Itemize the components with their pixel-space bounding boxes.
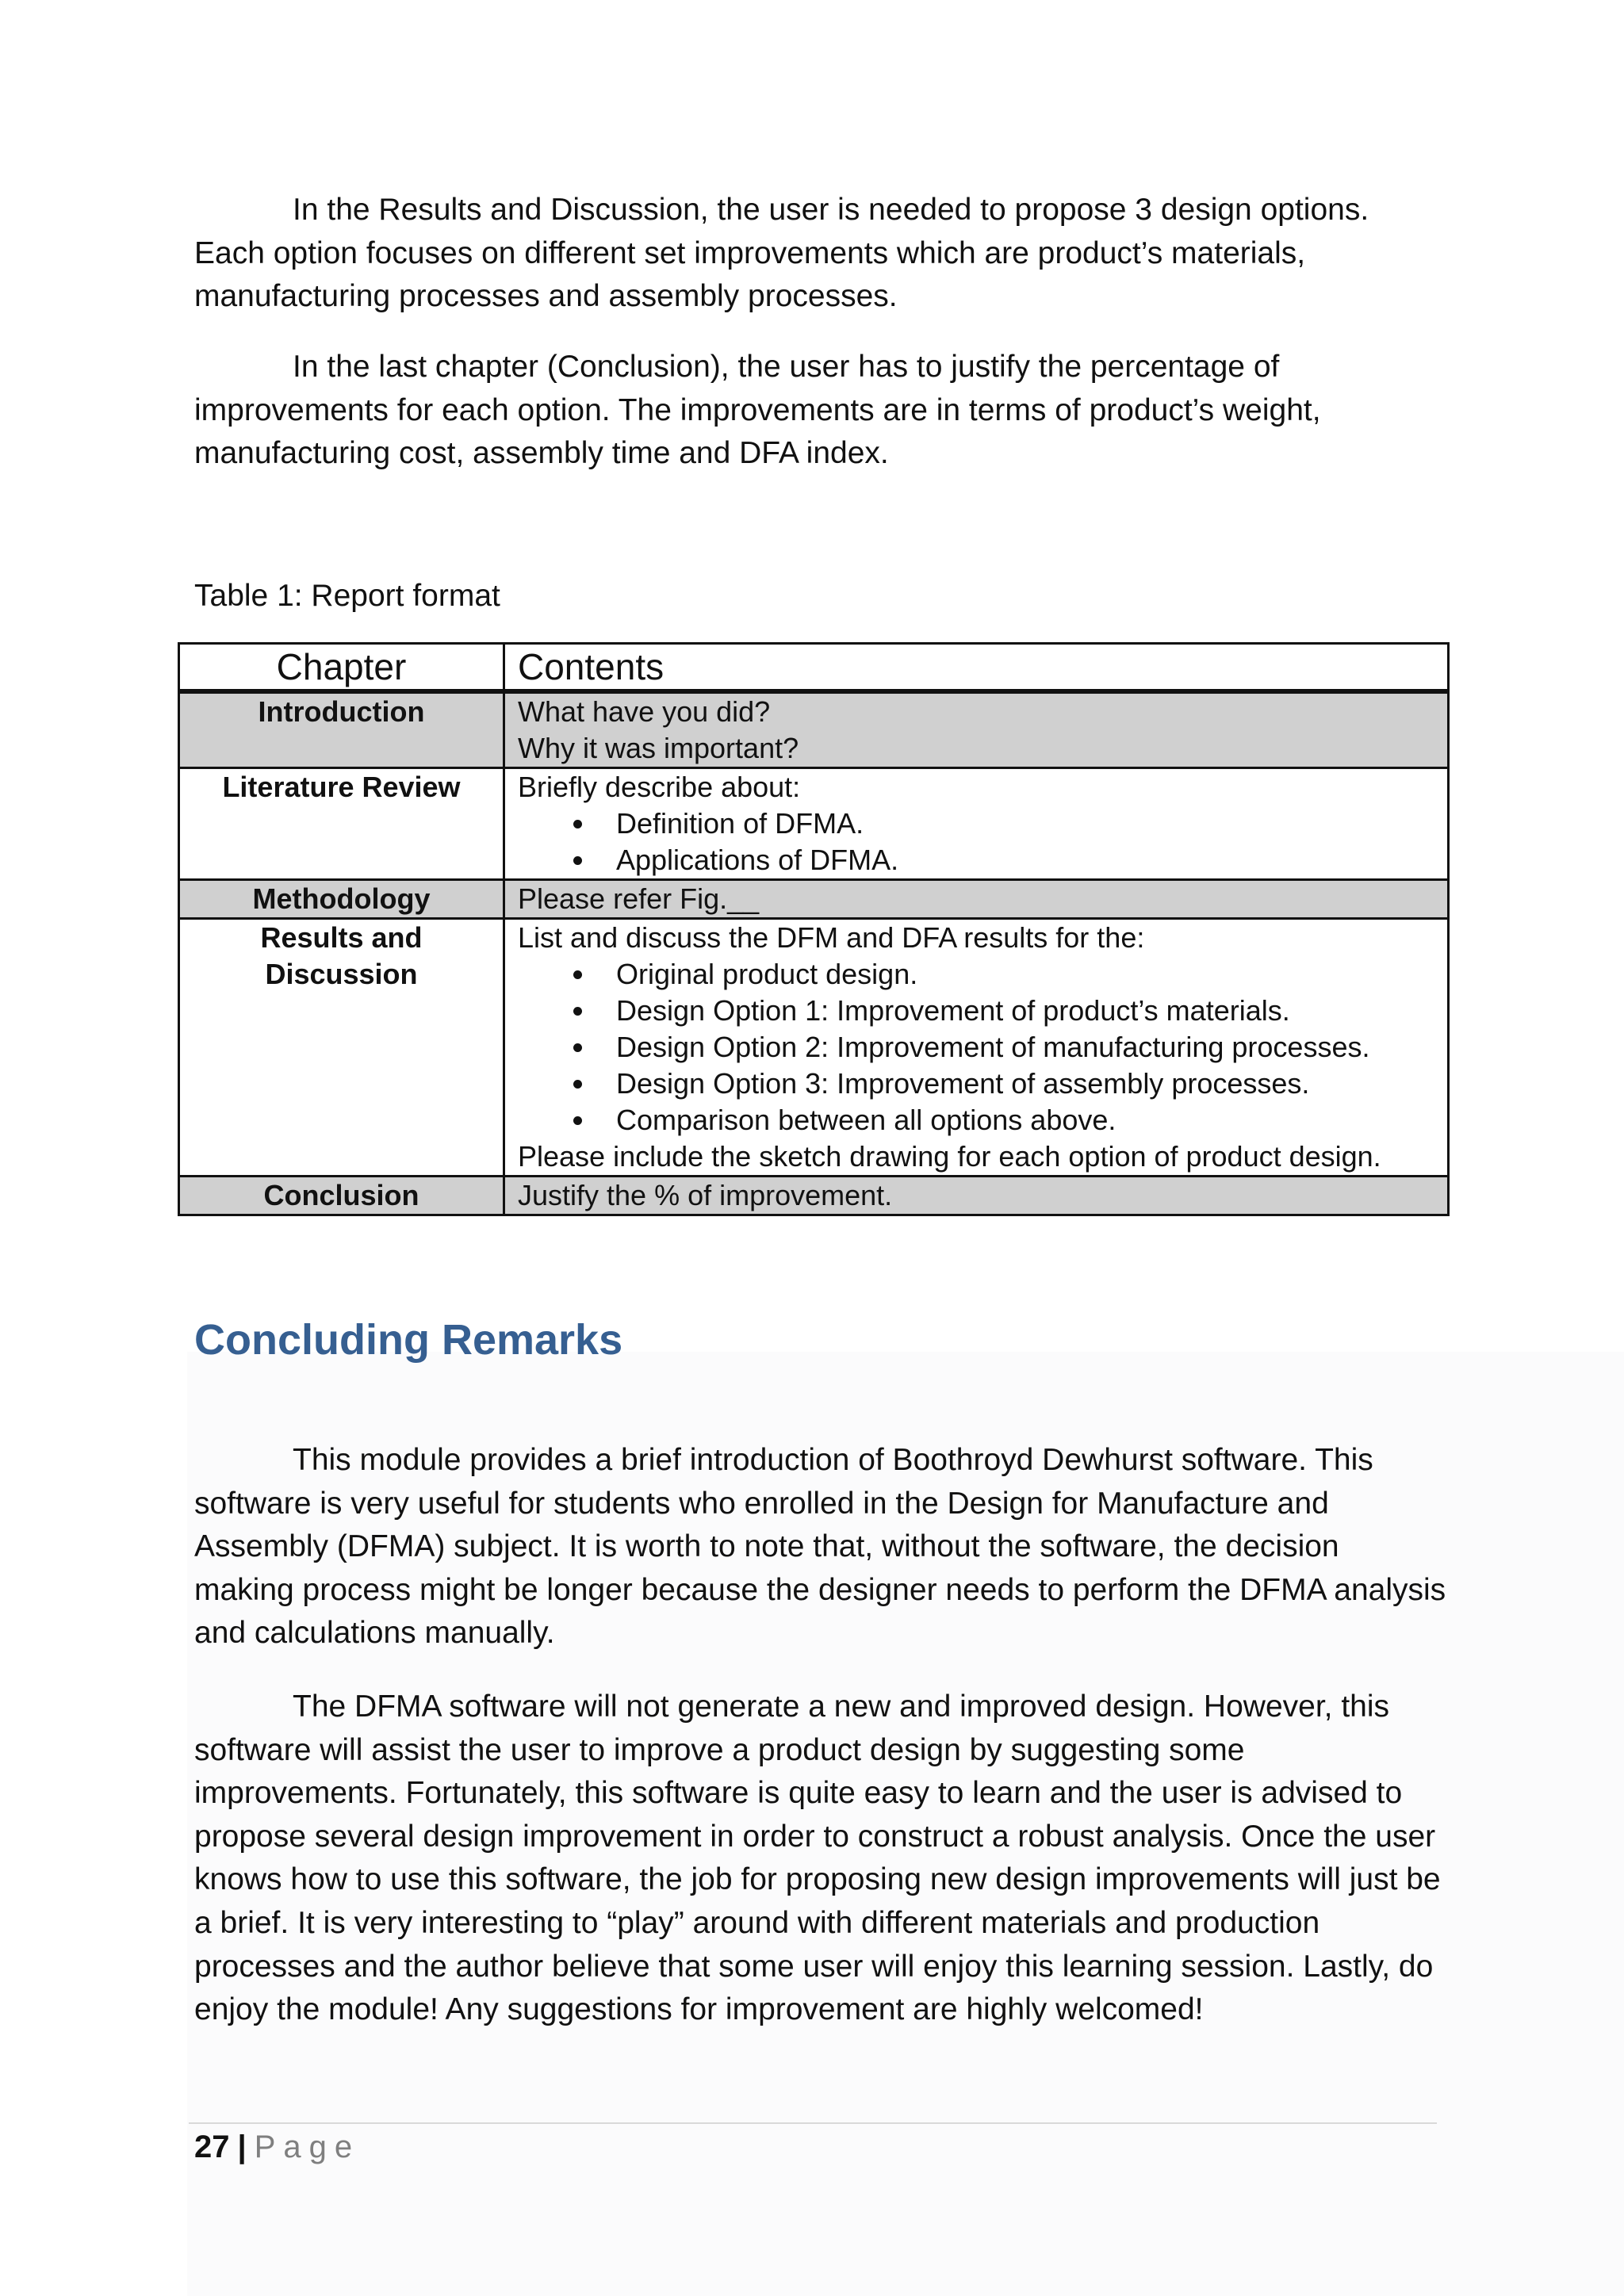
table-header-row — [179, 644, 1449, 692]
contents-line: Please include the sketch drawing for each option of product design. — [518, 1140, 1381, 1173]
footer-divider — [189, 2122, 1437, 2124]
page-footer — [194, 2125, 360, 2169]
header-chapter: Chapter — [179, 644, 504, 692]
intro-paragraph-1-text: In the Results and Discussion, the user is needed to propose 3 design options. Each option focuses on different set improvements which are product’s materials, manufacturing processes and assembly processes. — [194, 193, 1369, 314]
contents-line: Justify the % of improvement. — [518, 1179, 893, 1211]
bullet-item: Applications of DFMA. — [567, 842, 1434, 878]
chapter-cell: Literature Review — [179, 768, 504, 880]
bullet-item: Definition of DFMA. — [567, 806, 1434, 842]
chapter-cell: Methodology — [179, 880, 504, 919]
table-caption: Table 1: Report format — [194, 579, 500, 613]
intro-paragraph-2 — [194, 346, 1447, 476]
section-heading-concluding-remarks: Concluding Remarks — [194, 1316, 623, 1364]
contents-line: Please refer Fig.__ — [518, 882, 760, 915]
contents-line: What have you did? — [518, 695, 771, 728]
concluding-paragraph-1-text: This module provides a brief introduction of Boothroyd Dewhurst software. This software is very useful for students who enrolled in the Design for Manufacture and Assembly (DFMA) subject. It is worth to note that, without the software, the decision making process might be longer because the designer needs to perform the DFMA analysis and calculations manually. — [194, 1443, 1446, 1651]
table-row-methodology — [179, 880, 1449, 919]
chapter-cell: Introduction — [179, 691, 504, 768]
table-row-literature-review — [179, 768, 1449, 880]
table-row-results-and-discussion — [179, 919, 1449, 1177]
concluding-paragraph-2 — [194, 1686, 1447, 2032]
contents-line: Briefly describe about: — [518, 771, 801, 803]
bullet-item: Design Option 2: Improvement of manufacturing processes. — [567, 1029, 1434, 1066]
contents-cell — [504, 880, 1449, 919]
chapter-cell: Conclusion — [179, 1177, 504, 1215]
contents-cell — [504, 768, 1449, 880]
contents-line: Why it was important? — [518, 732, 799, 764]
concluding-paragraph-1 — [194, 1439, 1447, 1655]
intro-paragraph-1 — [194, 189, 1447, 319]
concluding-paragraph-2-text: The DFMA software will not generate a new and improved design. However, this software will assist the user to improve a product design by suggesting some improvements. Fortunately, this software is quite easy to learn and the user is advised to propose several design improvement in order to construct a robust analysis. Once the user knows how to use this software, the job for proposing new design improvements will just be a brief. It is very interesting to “play” around with different materials and production processes and the author believe that some user will enjoy this learning session. Lastly, do enjoy the module! Any suggestions for improvement are highly welcomed! — [194, 1689, 1441, 2027]
page-number: 27 — [194, 2130, 230, 2164]
bullet-list — [518, 806, 1434, 878]
bullet-list — [518, 956, 1434, 1138]
intro-paragraph-2-text: In the last chapter (Conclusion), the user has to justify the percentage of improvements for each option. The improvements are in terms of product’s weight, manufacturing cost, assembly time and DFA index. — [194, 350, 1321, 471]
bullet-item: Design Option 1: Improvement of product’s materials. — [567, 993, 1434, 1029]
header-contents: Contents — [504, 644, 1449, 692]
page-label: Page — [254, 2130, 361, 2164]
chapter-cell: Results and Discussion — [179, 919, 504, 1177]
table-row-introduction — [179, 691, 1449, 768]
bullet-item: Original product design. — [567, 956, 1434, 993]
contents-cell — [504, 1177, 1449, 1215]
bullet-item: Design Option 3: Improvement of assembly processes. — [567, 1066, 1434, 1102]
report-format-table — [178, 642, 1450, 1216]
table-row-conclusion — [179, 1177, 1449, 1215]
contents-line: List and discuss the DFM and DFA results for the: — [518, 921, 1145, 954]
contents-cell — [504, 919, 1449, 1177]
footer-separator: | — [237, 2130, 247, 2164]
contents-cell — [504, 691, 1449, 768]
bullet-item: Comparison between all options above. — [567, 1102, 1434, 1138]
